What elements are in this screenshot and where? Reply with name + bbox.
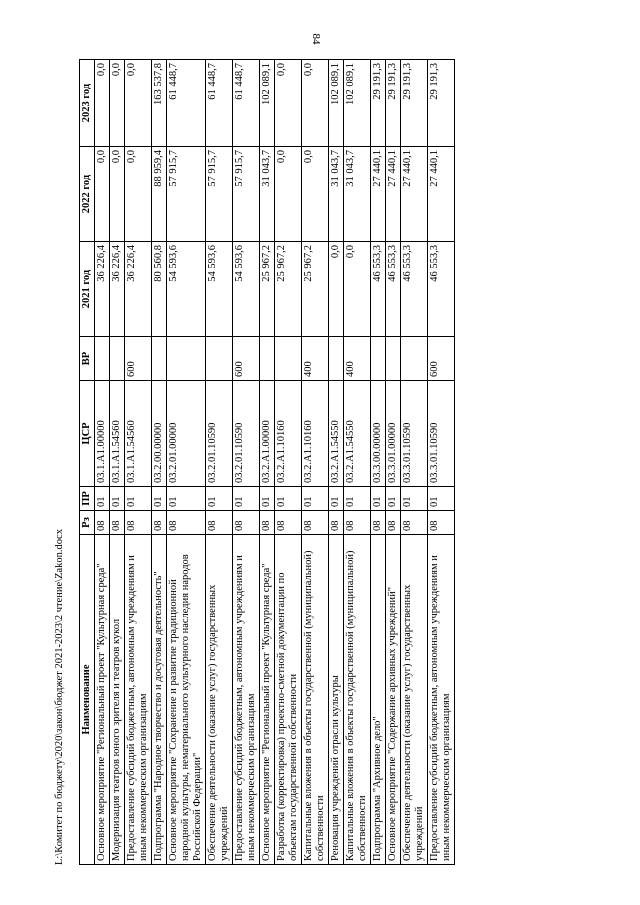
cell-pr: 01 [302,487,329,511]
cell-name: Предоставление субсидий бюджетным, автономным учреждениям и иным некоммерческим организациям [125,535,152,865]
cell-2023: 61 448,7 [233,60,260,147]
cell-vr: 600 [233,337,260,381]
table-row [152,60,167,865]
cell-csr: 03.1.А1.54560 [110,381,125,487]
cell-vr: 400 [344,337,371,381]
cell-rz: 08 [386,511,401,535]
cell-2023: 102 089,1 [260,60,275,147]
cell-pr: 01 [329,487,344,511]
table-row [329,60,344,865]
cell-name: Подпрограмма "Архивное дело" [371,535,386,865]
cell-name: Модернизация театров юного зрителя и театров кукол [110,535,125,865]
column-header-rz: Рз [80,511,95,535]
table-row [428,60,455,865]
cell-2022: 88 959,4 [152,147,167,242]
cell-2023: 0,0 [302,60,329,147]
cell-name: Основное мероприятие "Региональный проект "Культурная среда" [260,535,275,865]
column-header-pr: ПР [80,487,95,511]
cell-2022: 0,0 [275,147,302,242]
cell-2022: 27 440,1 [401,147,428,242]
cell-vr: 400 [302,337,329,381]
cell-vr [275,337,302,381]
cell-vr [329,337,344,381]
cell-name: Основное мероприятие "Содержание архивных учреждений" [386,535,401,865]
cell-pr: 01 [344,487,371,511]
table-row [371,60,386,865]
cell-2022: 0,0 [95,147,110,242]
page-number: 84 [310,33,322,45]
cell-vr: 600 [428,337,455,381]
table-row [95,60,110,865]
cell-2022: 57 915,7 [233,147,260,242]
rotated-page-content [79,60,549,865]
cell-name: Реновация учреждений отрасли культуры [329,535,344,865]
cell-2023: 29 191,3 [401,60,428,147]
cell-pr: 01 [125,487,152,511]
cell-rz: 08 [275,511,302,535]
cell-2023: 29 191,3 [386,60,401,147]
cell-csr: 03.3.00.00000 [371,381,386,487]
cell-pr: 01 [428,487,455,511]
cell-2021: 46 553,3 [401,242,428,337]
cell-name: Разработка (корректировка) проектно-сметной документации по объектам государственной собственности [275,535,302,865]
cell-2021: 54 593,6 [206,242,233,337]
cell-2023: 0,0 [125,60,152,147]
cell-csr: 03.2.А1.54550 [344,381,371,487]
table-header-row [80,60,95,865]
cell-pr: 01 [233,487,260,511]
cell-2021: 46 553,3 [371,242,386,337]
cell-2021: 36 226,4 [95,242,110,337]
column-header-2023: 2023 год [80,60,95,147]
cell-2022: 0,0 [125,147,152,242]
cell-csr: 03.2.01.10590 [233,381,260,487]
cell-pr: 01 [401,487,428,511]
cell-name: Капитальные вложения в объекты государственной (муниципальной) собственности [344,535,371,865]
table-row [125,60,152,865]
cell-vr [401,337,428,381]
cell-name: Обеспечение деятельности (оказание услуг) государственных учреждений [206,535,233,865]
cell-2023: 102 089,1 [329,60,344,147]
cell-rz: 08 [302,511,329,535]
cell-name: Подпрограмма "Народное творчество и досуговая деятельность" [152,535,167,865]
footer-file-path: L:\Комитет по бюджету\2020\закон\бюджет 2021-2023\2 чтение\Zakon.docx [54,529,65,865]
cell-csr: 03.1.А1.54560 [125,381,152,487]
cell-vr [110,337,125,381]
cell-rz: 08 [233,511,260,535]
cell-vr [371,337,386,381]
cell-2021: 25 967,2 [260,242,275,337]
cell-csr: 03.2.00.00000 [152,381,167,487]
cell-2023: 61 448,7 [167,60,206,147]
cell-2022: 27 440,1 [371,147,386,242]
cell-2023: 102 089,1 [344,60,371,147]
cell-2021: 25 967,2 [302,242,329,337]
cell-vr [260,337,275,381]
table-row [233,60,260,865]
cell-2022: 57 915,7 [206,147,233,242]
cell-csr: 03.2.01.10590 [206,381,233,487]
cell-2023: 61 448,7 [206,60,233,147]
cell-csr: 03.2.А1.10160 [302,381,329,487]
cell-csr: 03.1.А1.00000 [95,381,110,487]
cell-rz: 08 [95,511,110,535]
cell-csr: 03.2.А1.10160 [275,381,302,487]
cell-2021: 54 593,6 [233,242,260,337]
table-row [344,60,371,865]
cell-pr: 01 [371,487,386,511]
table-row [110,60,125,865]
cell-2021: 36 226,4 [125,242,152,337]
cell-2021: 0,0 [329,242,344,337]
cell-csr: 03.3.01.10590 [428,381,455,487]
cell-2022: 27 440,1 [428,147,455,242]
column-header-name: Наименование [80,535,95,865]
table-row [275,60,302,865]
cell-rz: 08 [167,511,206,535]
cell-rz: 08 [206,511,233,535]
table-row [206,60,233,865]
cell-2021: 25 967,2 [275,242,302,337]
cell-rz: 08 [260,511,275,535]
cell-pr: 01 [260,487,275,511]
cell-pr: 01 [167,487,206,511]
cell-2023: 29 191,3 [428,60,455,147]
cell-2023: 0,0 [110,60,125,147]
cell-2023: 0,0 [95,60,110,147]
cell-pr: 01 [275,487,302,511]
table-row [401,60,428,865]
cell-name: Обеспечение деятельности (оказание услуг) государственных учреждений [401,535,428,865]
column-header-2021: 2021 год [80,242,95,337]
cell-csr: 03.2.А1.00000 [260,381,275,487]
table-row [260,60,275,865]
cell-pr: 01 [152,487,167,511]
cell-2022: 31 043,7 [344,147,371,242]
cell-2022: 27 440,1 [386,147,401,242]
cell-csr: 03.2.01.00000 [167,381,206,487]
cell-2022: 0,0 [110,147,125,242]
cell-rz: 08 [344,511,371,535]
cell-2021: 54 593,6 [167,242,206,337]
table-row [386,60,401,865]
cell-csr: 03.3.01.00000 [386,381,401,487]
column-header-csr: ЦСР [80,381,95,487]
cell-2021: 36 226,4 [110,242,125,337]
cell-rz: 08 [401,511,428,535]
budget-table [79,59,455,865]
cell-name: Предоставление субсидий бюджетным, автономным учреждениям и иным некоммерческим организациям [233,535,260,865]
cell-2021: 46 553,3 [386,242,401,337]
cell-2022: 57 915,7 [167,147,206,242]
cell-pr: 01 [95,487,110,511]
column-header-vr: ВР [80,337,95,381]
cell-pr: 01 [386,487,401,511]
table-row [302,60,329,865]
cell-2022: 31 043,7 [329,147,344,242]
cell-rz: 08 [110,511,125,535]
cell-2021: 0,0 [344,242,371,337]
cell-name: Капитальные вложения в объекты государственной (муниципальной) собственности [302,535,329,865]
cell-rz: 08 [152,511,167,535]
cell-rz: 08 [125,511,152,535]
cell-rz: 08 [329,511,344,535]
cell-vr [206,337,233,381]
cell-2022: 0,0 [302,147,329,242]
cell-2022: 31 043,7 [260,147,275,242]
cell-vr [152,337,167,381]
cell-2023: 163 537,8 [152,60,167,147]
cell-rz: 08 [371,511,386,535]
cell-vr [386,337,401,381]
cell-2021: 46 553,3 [428,242,455,337]
cell-2021: 80 560,8 [152,242,167,337]
cell-name: Основное мероприятие "Региональный проект "Культурная среда" [95,535,110,865]
cell-vr: 600 [125,337,152,381]
column-header-2022: 2022 год [80,147,95,242]
cell-name: Предоставление субсидий бюджетным, автономным учреждениям и иным некоммерческим организациям [428,535,455,865]
cell-pr: 01 [110,487,125,511]
cell-csr: 03.3.01.10590 [401,381,428,487]
cell-pr: 01 [206,487,233,511]
table-row [167,60,206,865]
cell-vr [95,337,110,381]
cell-name: Основное мероприятие "Сохранение и развитие традиционной народной культуры, нематериального культурного наследия народов Российской Федерации" [167,535,206,865]
cell-csr: 03.2.А1.54550 [329,381,344,487]
cell-2023: 29 191,3 [371,60,386,147]
cell-2023: 0,0 [275,60,302,147]
cell-vr [167,337,206,381]
cell-rz: 08 [428,511,455,535]
